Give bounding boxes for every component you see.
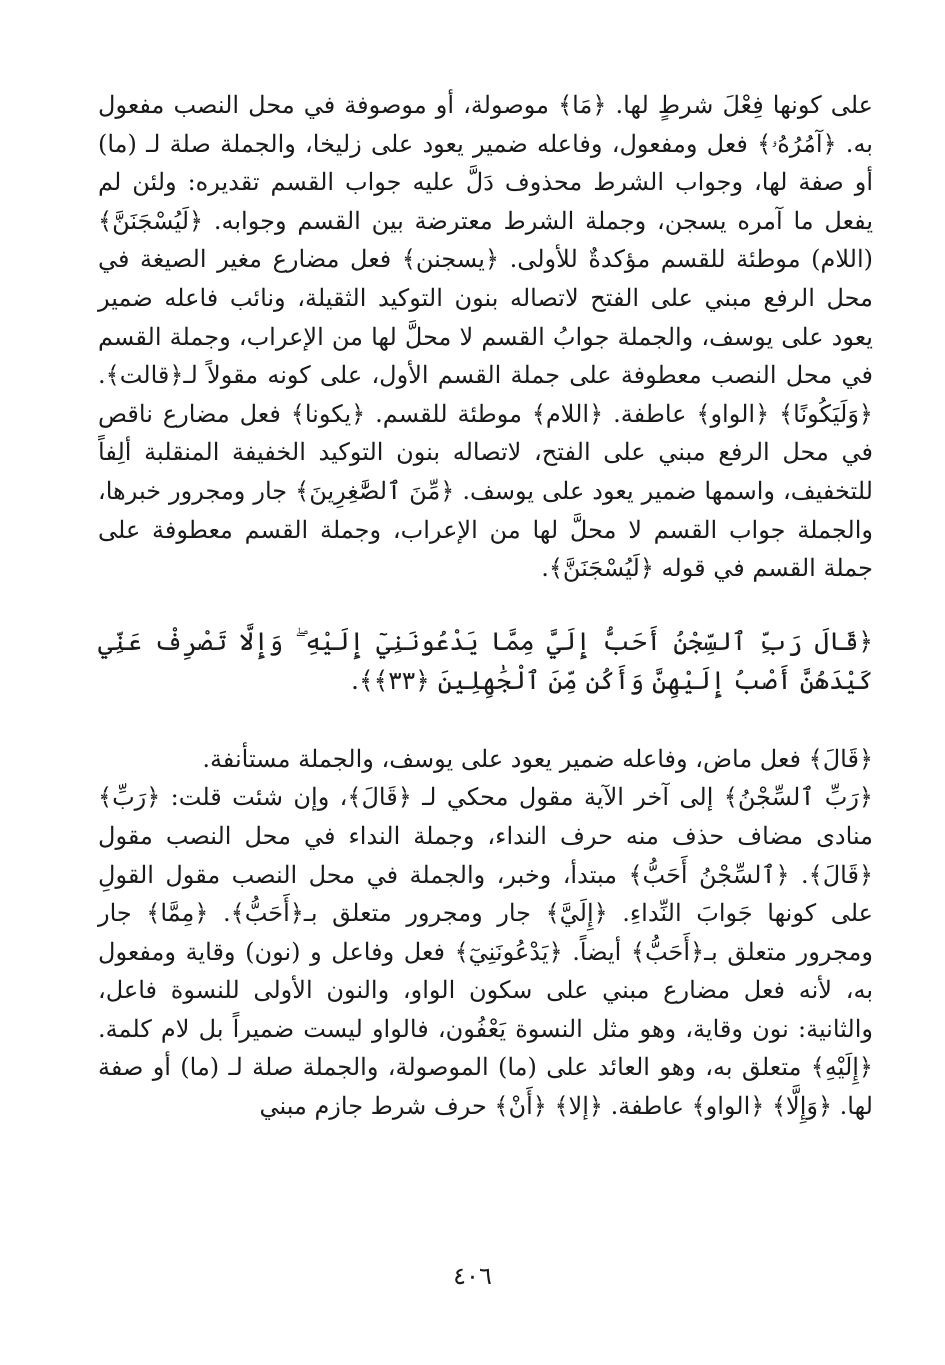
page-number: ٤٠٦ (453, 1262, 492, 1290)
commentary-paragraph-2: ﴿قَالَ﴾ فعل ماض، وفاعله ضمير يعود على يوسف، والجملة مستأنفة. (202, 744, 873, 773)
quran-verse: ﴿قَالَ رَبِّ ٱلسِّجْنُ أَحَبُّ إِلَيَّ مِمَّا يَدْعُونَنِيٓ إِلَيْهِ ۖ وَإِلَّا تَصْرِفْ عَنِّي كَيْدَهُنَّ أَصْبُ إِلَيْهِنَّ وَأَكُن مِّنَ ٱلْجَٰهِلِينَ ﴿٣٣﴾﴾. (98, 626, 873, 695)
commentary-paragraph-1: على كونها فِعْلَ شرطٍ لها. ﴿مَا﴾ موصولة، أو موصوفة في محل النصب مفعول به. ﴿آمُرُهُۥ﴾ فعل ومفعول، وفاعله ضمير يعود على زليخا، والجملة صلة لـ (ما) أو صفة لها، وجواب الشرط محذوف دَلَّ عليه جواب القسم تقديره: ولئن لم يفعل ما آمره يسجن، وجملة الشرط معترضة بين القسم وجوابه. ﴿لَيُسْجَنَنَّ﴾ (اللام) موطئة للقسم مؤكدةٌ للأولى. ﴿يسجنن﴾ فعل مضارع مغير الصيغة في محل الرفع مبني على الفتح لاتصاله بنون التوكيد الثقيلة، ونائب فاعله ضمير يعود على يوسف، والجملة جوابُ القسم لا محلَّ لها من الإعراب، وجملة القسم في محل النصب معطوفة على جملة القسم الأول، على كونه مقولاً لـ﴿قالت﴾. ﴿وَلَيَكُونًا﴾ ﴿الواو﴾ عاطفة. ﴿اللام﴾ موطئة للقسم. ﴿يكونا﴾ فعل مضارع ناقص في محل الرفع مبني على الفتح، لاتصاله بنون التوكيد الخفيفة المنقلبة ألِفاً للتخفيف، واسمها ضمير يعود على يوسف. ﴿مِّنَ ٱلصَّٰغِرِينَ﴾ جار ومجرور خبرها، والجملة جواب القسم لا محلَّ لها من الإعراب، وجملة القسم معطوفة على جملة القسم في قوله ﴿لَيُسْجَنَنَّ﴾. (98, 91, 873, 583)
commentary-paragraph-3: ﴿رَبِّ ٱلسِّجْنُ﴾ إلى آخر الآية مقول محكي لـ ﴿قَالَ﴾، وإن شئت قلت: ﴿رَبِّ﴾ منادى مضاف حذف منه حرف النداء، وجملة النداء في محل النصب مقول ﴿قَالَ﴾. ﴿ٱلسِّجْنُ أَحَبُّ﴾ مبتدأ، وخبر، والجملة في محل النصب مقول القولِ على كونها جَوابَ النِّداءِ. ﴿إِلَيَّ﴾ جار ومجرور متعلق بـ﴿أَحَبُّ﴾. ﴿مِمَّا﴾ جار ومجرور متعلق بـ﴿أَحَبُّ﴾ أيضاً. ﴿يَدْعُونَنِيٓ﴾ فعل وفاعل و (نون) وقاية ومفعول به، لأنه فعل مضارع مبني على سكون الواو، والنون الأولى للنسوة فاعل، والثانية: نون وقاية، وهو مثل النسوة يَعْفُون، فالواو ليست ضميراً بل لام كلمة. ﴿إِلَيْهِ﴾ متعلق به، وهو العائد على (ما) الموصولة، والجملة صلة لـ (ما) أو صفة لها. ﴿وَإِلَّا﴾ ﴿الواو﴾ عاطفة. ﴿إلا﴾ ﴿أَنْ﴾ حرف شرط جازم مبني (98, 783, 873, 1121)
